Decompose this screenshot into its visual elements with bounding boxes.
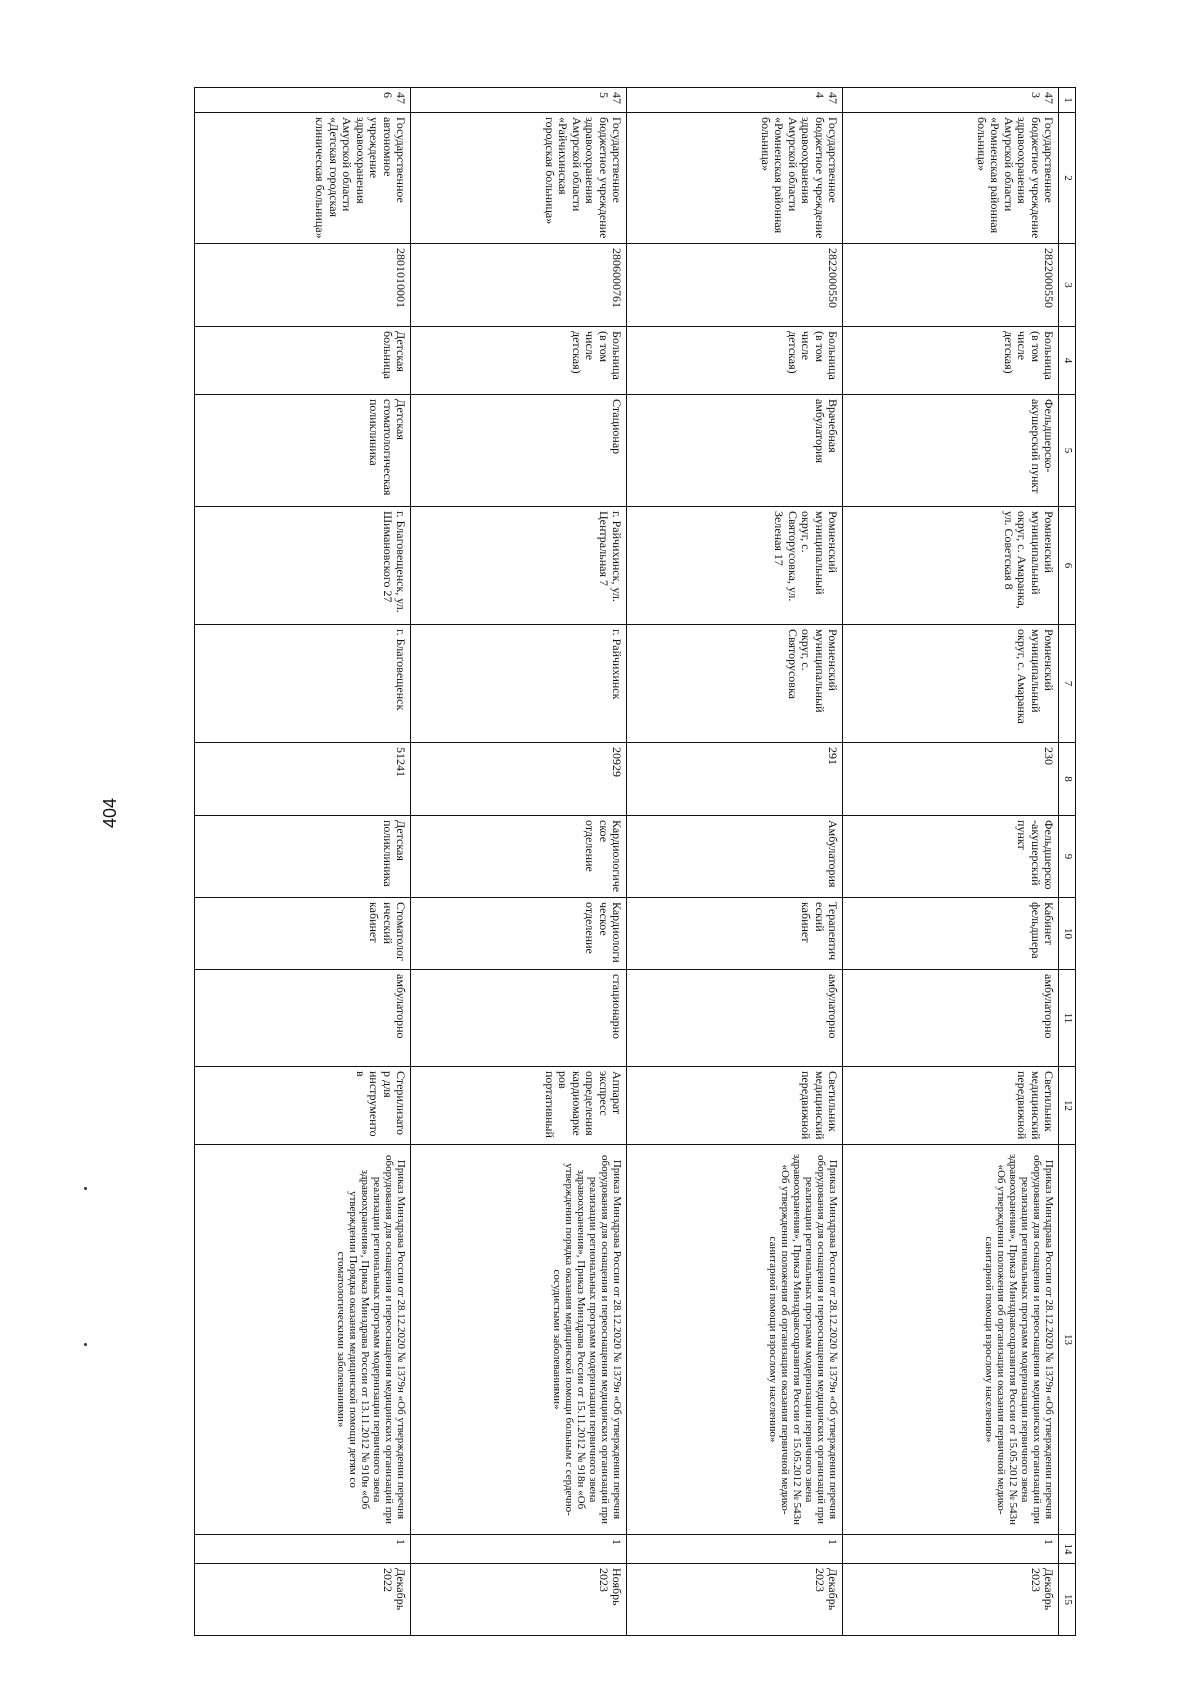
column-number: 5 — [1059, 395, 1076, 507]
unit-address: Ромненский муниципальный округ, с. Святорусовка, ул. Зеленая 17 — [627, 507, 843, 625]
organization-name: Государственное бюджетное учреждение здравоохранения Амурской области «Ромненская районная больница» — [627, 113, 843, 244]
care-conditions: стационарно — [411, 970, 627, 1067]
cabinet: Кабинет фельдшера — [843, 898, 1059, 970]
regulatory-document: Приказ Минздрава России от 28.12.2020 № 1379н «Об утверждении перечня оборудования для оснащения и переоснащения медицинских организаций при реализации региональных программ модернизации первичного звена здравоохранения», Приказ Минздравсоцразвития России от 15.05.2012 № 543н «Об утверждении положения об организации оказания первичной медико-санитарной помощи взрослому населению» — [627, 1145, 843, 1535]
locality-code: 20929 — [411, 743, 627, 816]
column-number: 8 — [1059, 743, 1076, 816]
care-conditions: амбулаторно — [843, 970, 1059, 1067]
locality-code: 291 — [627, 743, 843, 816]
regulatory-document: Приказ Минздрава России от 28.12.2020 № 1379н «Об утверждении перечня оборудования для оснащения и переоснащения медицинских организаций при реализации региональных программ модернизации первичного звена здравоохранения», Приказ Минздрава России от 13.11.2012 № 910н «Об утверждении Порядка оказания медицинской помощи детям со стоматологическими заболеваниями» — [195, 1145, 411, 1535]
subdivision: Кардиологическое отделение — [411, 816, 627, 898]
column-number: 9 — [1059, 816, 1076, 898]
locality-code: 51241 — [195, 743, 411, 816]
organization-code: 2822000550 — [843, 244, 1059, 327]
locality-code: 230 — [843, 743, 1059, 816]
quantity: 1 — [195, 1535, 411, 1564]
quantity: 1 — [627, 1535, 843, 1564]
subdivision: Амбулатория — [627, 816, 843, 898]
unit-address: Ромненский муниципальный округ, с. Амаранка, ул. Советская 8 — [843, 507, 1059, 625]
delivery-date: Декабрь 2023 — [627, 1564, 843, 1636]
row-number: 474 — [627, 88, 843, 113]
cabinet: Терапевтический кабинет — [627, 898, 843, 970]
column-number: 11 — [1059, 970, 1076, 1067]
row-number: 473 — [843, 88, 1059, 113]
delivery-date: Декабрь 2022 — [195, 1564, 411, 1636]
row-number: 475 — [411, 88, 627, 113]
subdivision: Детская поликлиника — [195, 816, 411, 898]
locality: Ромненский муниципальный округ, с. Святорусовка — [627, 625, 843, 743]
page-number: 404 — [100, 797, 120, 828]
structural-unit: Фельдшерско-акушерский пункт — [843, 395, 1059, 507]
equipment-name: Стерилизатор для инструментов — [195, 1067, 411, 1145]
organization-code: 2801010001 — [195, 244, 411, 327]
structural-unit: Врачебная амбулатория — [627, 395, 843, 507]
organization-code: 2806000761 — [411, 244, 627, 327]
unit-address: г. Райчихинск, ул. Центральная 7 — [411, 507, 627, 625]
regulatory-document: Приказ Минздрава России от 28.12.2020 № 1379н «Об утверждении перечня оборудования для оснащения и переоснащения медицинских организаций при реализации региональных программ модернизации первичного звена здравоохранения», Приказ Минздрава России от 15.11.2012 № 918н «Об утверждении порядка оказания медицинской помощи больным с сердечно-сосудистыми заболеваниями» — [411, 1145, 627, 1535]
table-row — [627, 88, 843, 1636]
column-number: 14 — [1059, 1535, 1076, 1564]
locality: г. Райчихинск — [411, 625, 627, 743]
equipment-name: Светильник медицинский передвижной — [627, 1067, 843, 1145]
column-number: 10 — [1059, 898, 1076, 970]
locality: Ромненский муниципальный округ, с. Амаранка — [843, 625, 1059, 743]
organization-name: Государственное автономное учреждение здравоохранения Амурской области «Детская городская клиническая больница» — [195, 113, 411, 244]
organization-code: 2822000550 — [627, 244, 843, 327]
locality: г. Благовещенск — [195, 625, 411, 743]
equipment-name: Светильник медицинский передвижной — [843, 1067, 1059, 1145]
organization-type: Больница (в том числе детская) — [627, 327, 843, 395]
scan-speck — [84, 1187, 87, 1190]
quantity: 1 — [411, 1535, 627, 1564]
unit-address: г. Благовещенск, ул. Шимановского 27 — [195, 507, 411, 625]
column-number: 13 — [1059, 1145, 1076, 1535]
equipment-name: Аппарат экспресс определения кардиомаркеров портативный — [411, 1067, 627, 1145]
scan-speck — [84, 1343, 87, 1346]
delivery-date: Декабрь 2023 — [843, 1564, 1059, 1636]
cabinet: Кардиологическое отделение — [411, 898, 627, 970]
structural-unit: Детская стоматологическая поликлиника — [195, 395, 411, 507]
subdivision: Фельдшерско-акушерский пункт — [843, 816, 1059, 898]
quantity: 1 — [843, 1535, 1059, 1564]
table-row — [843, 88, 1059, 1636]
care-conditions: амбулаторно — [627, 970, 843, 1067]
organization-type: Больница (в том числе детская) — [843, 327, 1059, 395]
column-number: 12 — [1059, 1067, 1076, 1145]
column-number: 6 — [1059, 507, 1076, 625]
table-row — [195, 88, 411, 1636]
column-number: 3 — [1059, 244, 1076, 327]
regulatory-document: Приказ Минздрава России от 28.12.2020 № 1379н «Об утверждении перечня оборудования для оснащения и переоснащения медицинских организаций при реализации региональных программ модернизации первичного звена здравоохранения», Приказ Минздравсоцразвития России от 15.05.2012 № 543н «Об утверждении положения об организации оказания первичной медико-санитарной помощи взрослому населению» — [843, 1145, 1059, 1535]
column-number-row — [1059, 88, 1076, 1636]
care-conditions: амбулаторно — [195, 970, 411, 1067]
structural-unit: Стационар — [411, 395, 627, 507]
column-number: 15 — [1059, 1564, 1076, 1636]
row-number: 476 — [195, 88, 411, 113]
table-row — [411, 88, 627, 1636]
organization-type: Больница (в том числе детская) — [411, 327, 627, 395]
delivery-date: Ноябрь 2023 — [411, 1564, 627, 1636]
equipment-table — [194, 87, 1076, 1635]
organization-type: Детская больница — [195, 327, 411, 395]
organization-name: Государственное бюджетное учреждение здравоохранения Амурской области «Ромненская районная больница» — [843, 113, 1059, 244]
column-number: 4 — [1059, 327, 1076, 395]
cabinet: Стоматологический кабинет — [195, 898, 411, 970]
column-number: 7 — [1059, 625, 1076, 743]
column-number: 1 — [1059, 88, 1076, 113]
organization-name: Государственное бюджетное учреждение здравоохранения Амурской области «Райчихинская городская больница» — [411, 113, 627, 244]
column-number: 2 — [1059, 113, 1076, 244]
